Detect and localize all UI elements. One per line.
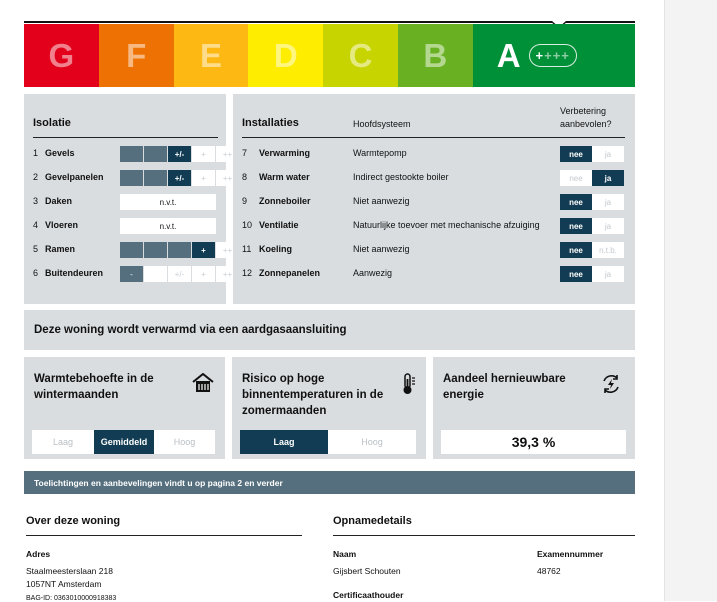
option-ja: ja: [592, 194, 624, 210]
option-nee-selected: nee: [560, 242, 592, 258]
option-laag: Laag: [32, 430, 94, 454]
isolatie-scale-ramen: [120, 242, 240, 258]
option-nee-selected: nee: [560, 266, 592, 282]
row-number: 8: [242, 172, 248, 182]
row-name: Zonnepanelen: [259, 268, 321, 278]
row-number: 7: [242, 148, 248, 158]
over-woning-title: Over deze woning: [26, 515, 121, 527]
scale-segment: ++: [216, 170, 240, 186]
energy-class-scale: [24, 24, 635, 87]
isolatie-row: [33, 148, 75, 158]
scale-segment: [168, 242, 192, 258]
warmtebehoefte-title: Warmtebehoefte in de wintermaanden: [34, 373, 154, 401]
verbetering-header: Verbetering aanbevolen?: [560, 106, 612, 129]
installaties-title: Installaties: [242, 117, 299, 129]
installaties-divider: [242, 137, 625, 138]
isolatie-row: [33, 268, 103, 278]
viewer-background: [664, 0, 717, 601]
verbetering-toggle: [560, 242, 624, 258]
toelichting-bar: Toelichtingen en aanbevelingen vindt u op pagina 2 en verder: [24, 471, 635, 494]
opname-title: Opnamedetails: [333, 515, 412, 527]
warmtebehoefte-panel: [24, 357, 225, 459]
scale-segment: [120, 146, 144, 162]
isolatie-title: Isolatie: [33, 117, 71, 129]
row-number: 10: [242, 220, 253, 230]
row-name: Daken: [45, 196, 73, 206]
option-gemiddeld-selected: Gemiddeld: [94, 430, 154, 454]
hoofdsysteem-value: Niet aanwezig: [353, 244, 410, 254]
scale-segment-selected: -: [120, 266, 144, 282]
adres-line1: Staalmeesterslaan 218: [26, 566, 113, 576]
installatie-row: [242, 148, 310, 158]
risico-title: Risico op hoge binnentemperaturen in de zomermaanden: [242, 373, 384, 417]
row-number: 4: [33, 220, 39, 230]
option-hoog: Hoog: [154, 430, 215, 454]
row-number: 11: [242, 244, 252, 254]
aardgas-banner: Deze woning wordt verwarmd via een aardgasaansluiting: [24, 310, 635, 350]
isolatie-scale-buitendeuren: [120, 266, 240, 282]
hoofdsysteem-value: Warmtepomp: [353, 148, 407, 158]
row-number: 2: [33, 172, 39, 182]
verbetering-toggle: [560, 170, 624, 186]
plus-rating-inactive: +++: [544, 48, 570, 63]
row-number: 9: [242, 196, 248, 206]
option-ja-selected: ja: [592, 170, 624, 186]
scale-segment-selected: +/-: [168, 146, 192, 162]
adres-label: Adres: [26, 549, 51, 559]
row-name: Verwarming: [259, 148, 311, 158]
option-ja: n.t.b.: [592, 242, 624, 258]
option-laag-selected: Laag: [240, 430, 328, 454]
row-number: 1: [33, 148, 39, 158]
row-number: 3: [33, 196, 39, 206]
hernieuwbaar-percentage: 39,3 %: [441, 430, 626, 454]
house-heat-icon: [192, 373, 214, 397]
installatie-row: [242, 220, 299, 230]
opname-divider: [333, 535, 635, 536]
examennummer-label: Examennummer: [537, 549, 604, 559]
isolatie-row: [33, 196, 72, 206]
installatie-row: [242, 196, 311, 206]
bag-id: BAG-ID: 0363010000918383: [26, 595, 117, 602]
not-applicable-box: n.v.t.: [120, 218, 216, 234]
scale-segment: ++: [216, 242, 240, 258]
naam-value: Gijsbert Schouten: [333, 566, 401, 576]
energy-class-a-letter: A: [496, 36, 521, 74]
energy-class-f: F: [99, 24, 174, 87]
energy-class-c: C: [323, 24, 398, 87]
energy-class-d: D: [248, 24, 323, 87]
row-name: Ventilatie: [259, 220, 299, 230]
scale-segment: +: [192, 170, 216, 186]
row-number: 5: [33, 244, 39, 254]
adres-line2: 1057NT Amsterdam: [26, 579, 102, 589]
risico-scale: [240, 430, 416, 454]
energy-class-a: [473, 24, 635, 87]
verbetering-toggle: [560, 266, 624, 282]
row-name: Koeling: [259, 244, 292, 254]
isolatie-scale-gevels: [120, 146, 240, 162]
hernieuwbare-energie-panel: [433, 357, 635, 459]
verbetering-toggle: [560, 194, 624, 210]
installaties-panel: [233, 94, 635, 304]
option-nee-selected: nee: [560, 146, 592, 162]
option-ja: ja: [592, 146, 624, 162]
scale-segment: ++: [216, 146, 240, 162]
installatie-row: [242, 244, 292, 254]
scale-segment-selected: +: [192, 242, 216, 258]
option-hoog: Hoog: [328, 430, 416, 454]
isolatie-row: [33, 172, 104, 182]
scale-segment-selected: +/-: [168, 170, 192, 186]
hoofdsysteem-value: Aanwezig: [353, 268, 393, 278]
scale-segment: [120, 242, 144, 258]
row-name: Ramen: [45, 244, 76, 254]
risico-panel: [232, 357, 426, 459]
installatie-row: [242, 268, 320, 278]
option-ja: ja: [592, 218, 624, 234]
hoofdsysteem-value: Natuurlijke toevoer met mechanische afzuiging: [353, 220, 540, 230]
option-ja: ja: [592, 266, 624, 282]
scale-segment: +: [192, 266, 216, 282]
isolatie-row: [33, 220, 78, 230]
plus-rating-active: +: [535, 48, 545, 63]
examennummer-value: 48762: [537, 566, 561, 576]
warmtebehoefte-scale: [32, 430, 215, 454]
row-name: Warm water: [259, 172, 310, 182]
not-applicable-box: n.v.t.: [120, 194, 216, 210]
hoofdsysteem-value: Niet aanwezig: [353, 196, 410, 206]
verbetering-toggle: [560, 146, 624, 162]
scale-segment: [144, 146, 168, 162]
scale-segment: +/-: [168, 266, 192, 282]
hernieuwbaar-title: Aandeel hernieuwbare energie: [443, 373, 566, 401]
energy-class-e: E: [174, 24, 249, 87]
scale-segment: [144, 266, 168, 282]
row-name: Gevels: [45, 148, 75, 158]
verbetering-toggle: [560, 218, 624, 234]
renewable-energy-icon: [600, 373, 622, 399]
row-number: 12: [242, 268, 253, 278]
row-name: Zonneboiler: [259, 196, 311, 206]
thermometer-icon: [399, 373, 419, 399]
option-nee-selected: nee: [560, 218, 592, 234]
over-woning-divider: [26, 535, 302, 536]
plus-rating-indicator: [529, 44, 577, 67]
option-nee-selected: nee: [560, 194, 592, 210]
scale-segment: ++: [216, 266, 240, 282]
row-name: Gevelpanelen: [45, 172, 104, 182]
row-name: Vloeren: [45, 220, 79, 230]
energy-class-g: G: [24, 24, 99, 87]
hoofdsysteem-header: Hoofdsysteem: [353, 119, 411, 129]
label-top-line: [24, 21, 635, 23]
row-number: 6: [33, 268, 39, 278]
isolatie-panel: [24, 94, 233, 304]
installatie-row: [242, 172, 310, 182]
hoofdsysteem-value: Indirect gestookte boiler: [353, 172, 449, 182]
energy-class-b: B: [398, 24, 473, 87]
scale-segment: [144, 170, 168, 186]
scale-segment: [144, 242, 168, 258]
isolatie-divider: [33, 137, 218, 138]
isolatie-row: [33, 244, 75, 254]
option-nee: nee: [560, 170, 592, 186]
scale-segment: +: [192, 146, 216, 162]
naam-label: Naam: [333, 549, 357, 559]
row-name: Buitendeuren: [45, 268, 104, 278]
scale-segment: [120, 170, 144, 186]
certificaathouder-label: Certificaathouder: [333, 590, 404, 600]
isolatie-scale-gevelpanelen: [120, 170, 240, 186]
